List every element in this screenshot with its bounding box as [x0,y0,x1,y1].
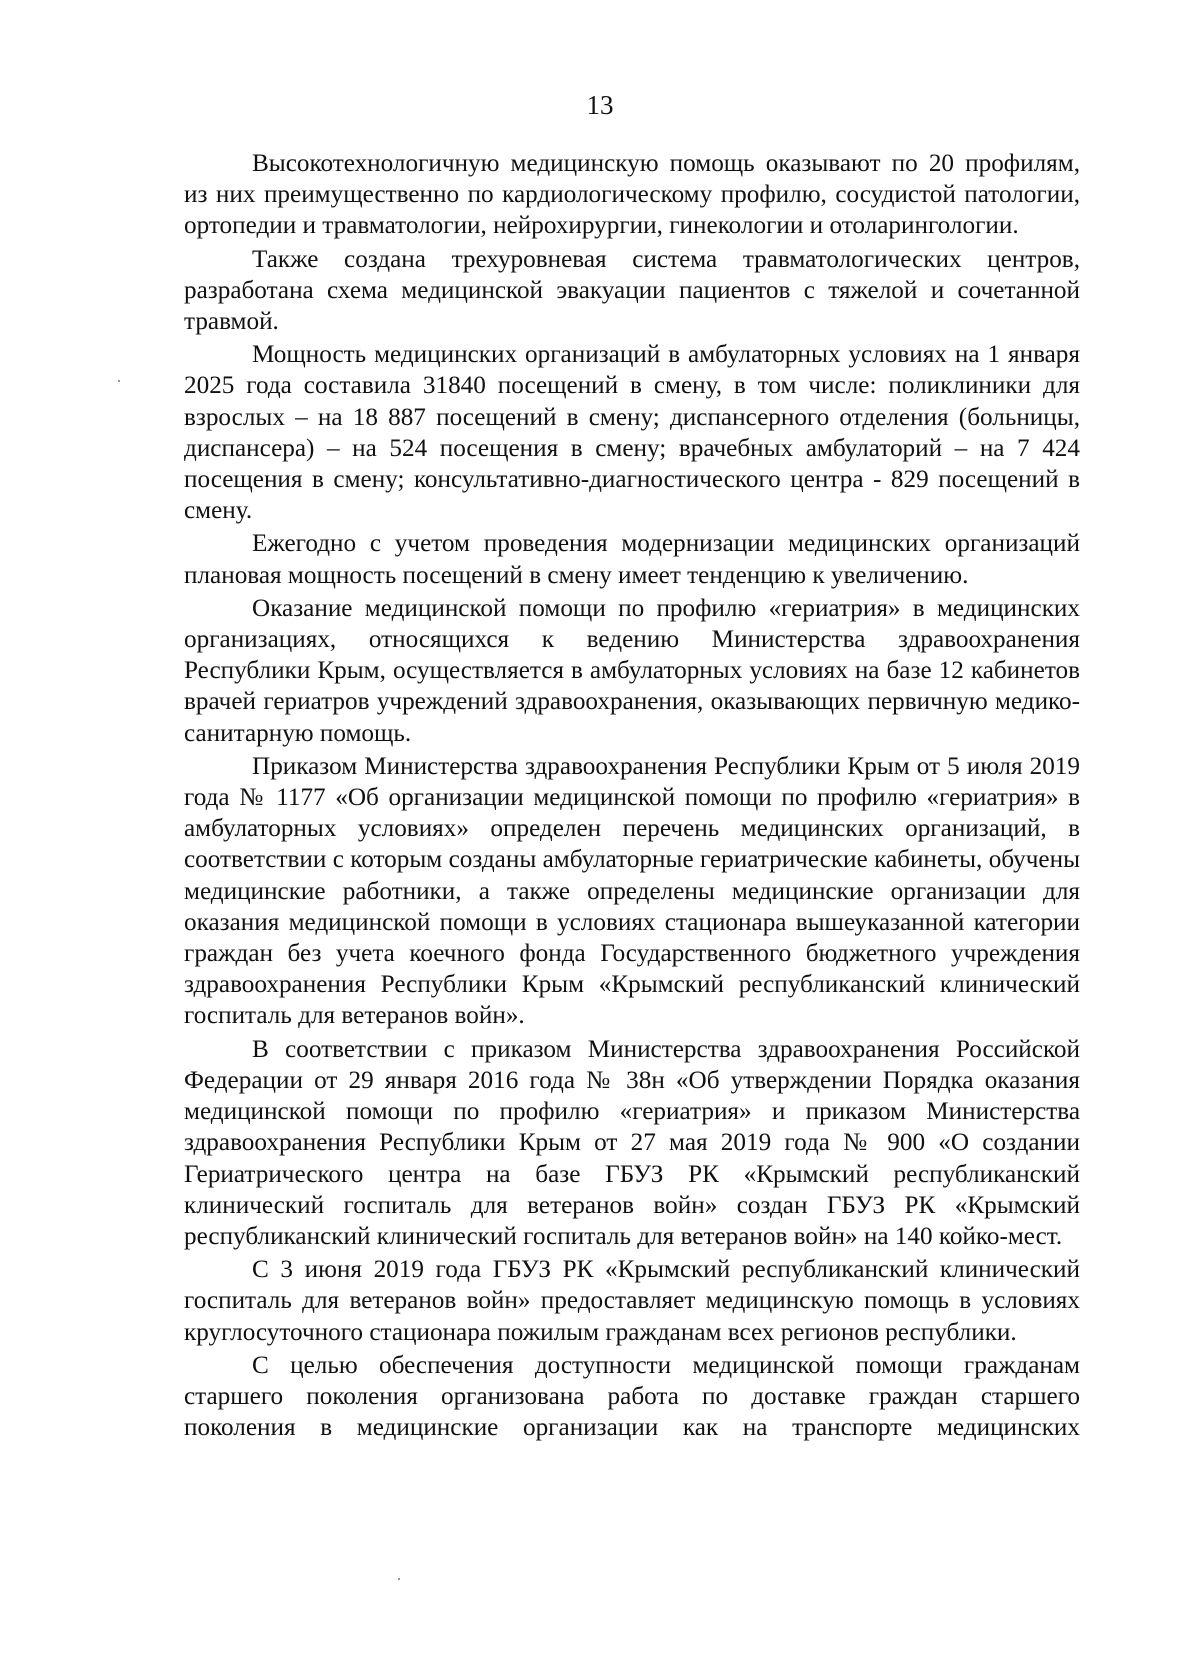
paragraph-hospital-since-2019: С 3 июня 2019 года ГБУЗ РК «Крымский республиканский клинический госпиталь для ветеранов войн» предоставляет медицинскую помощь в условиях круглосуточного стационара пожилым гражданам всех регионов республики. [184,1256,1080,1346]
paragraph-capacity-trend: Ежегодно с учетом проведения модернизации медицинских организаций плановая мощность посещений в смену имеет тенденцию к увеличению. [184,530,1080,589]
scan-speck [118,380,120,382]
paragraph-outpatient-capacity: Мощность медицинских организаций в амбулаторных условиях на 1 января 2025 года составила 31840 посещений в смену, в том числе: поликлиники для взрослых – на 18 887 посещений в смену; диспансерного отделения (больницы, диспансера) – на 524 посещения в смену; врачебных амбулаторий – на 7 424 посещения в смену; консультативно-диагностического центра - 829 посещений в смену. [184,341,1080,525]
paragraph-transport-elderly: С целью обеспечения доступности медицинской помощи гражданам старшего поколения организована работа по доставке граждан старшего поколения в медицинские организации как на транспорте медицинских [184,1351,1080,1442]
paragraph-trauma-centers: Также создана трехуровневая система травматологических центров, разработана схема медицинской эвакуации пациентов с тяжелой и сочетанной травмой. [184,245,1080,336]
paragraph-order-38n-900: В соответствии с приказом Министерства здравоохранения Российской Федерации от 29 января 2016 года № 38н «Об утверждении Порядка оказания медицинской помощи по профилю «гериатрия» и приказом Министерства здравоохранения Республики Крым от 27 мая 2019 года № 900 «О создании Гериатрического центра на базе ГБУЗ РК «Крымский республиканский клинический госпиталь для ветеранов войн» создан ГБУЗ РК «Крымский республиканский клинический госпиталь для ветеранов войн» на 140 койко-мест. [184,1035,1080,1250]
document-body [184,148,1080,1443]
page-number: 13 [586,90,614,120]
scan-speck [398,1578,400,1580]
paragraph-order-1177: Приказом Министерства здравоохранения Республики Крым от 5 июля 2019 года № 1177 «Об организации медицинской помощи по профилю «гериатрия» в амбулаторных условиях» определен перечень медицинских организаций, в соответствии с которым созданы амбулаторные гериатрические кабинеты, обучены медицинские работники, а также определены медицинские организации для оказания медицинской помощи в условиях стационара вышеуказанной категории граждан без учета коечного фонда Государственного бюджетного учреждения здравоохранения Республики Крым «Крымский республиканский клинический госпиталь для ветеранов войн». [184,752,1080,1030]
paragraph-geriatrics-outpatient: Оказание медицинской помощи по профилю «гериатрия» в медицинских организациях, относящихся к ведению Министерства здравоохранения Республики Крым, осуществляется в амбулаторных условиях на базе 12 кабинетов врачей гериатров учреждений здравоохранения, оказывающих первичную медико-санитарную помощь. [184,594,1080,747]
paragraph-hightech-care: Высокотехнологичную медицинскую помощь оказывают по 20 профилям, из них преимущественно по кардиологическому профилю, сосудистой патологии, ортопедии и травматологии, нейрохирургии, гинекологии и отоларингологии. [184,150,1080,240]
